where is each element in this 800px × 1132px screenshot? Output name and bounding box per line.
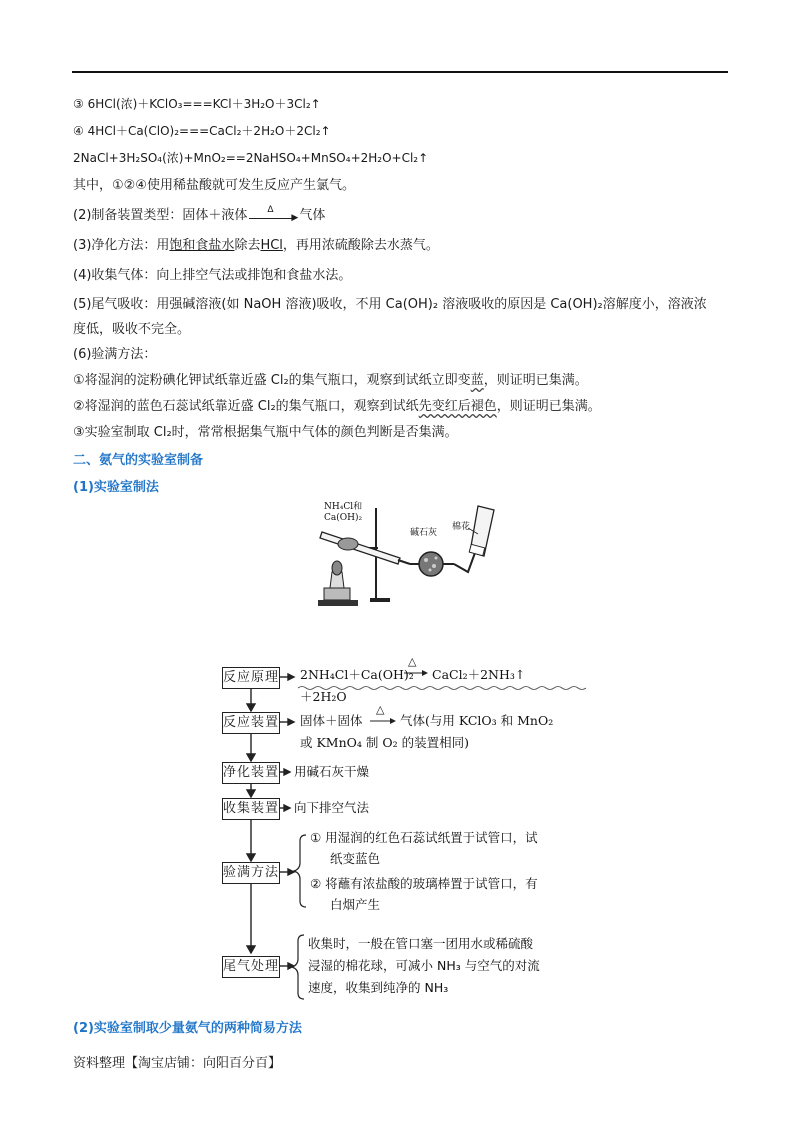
reagent-label-1: NH₄Cl和 — [324, 502, 363, 512]
device-right: 气体(与用 KClO₃ 和 MnO₂ — [400, 713, 554, 728]
tail-line-2: 度低，吸收不完全。 — [73, 322, 191, 337]
flow-box-purify: 净化装置 — [222, 762, 280, 784]
tail-text-2: 浸湿的棉花球，可减小 NH₃ 与空气的对流 — [308, 958, 540, 973]
heat-arrow-icon: Δ ▶ — [247, 206, 299, 226]
check-item-3: ③实验室制取 Cl₂时，常常根据集气瓶中气体的颜色判断是否集满。 — [73, 425, 458, 440]
equation-3: ③ 6HCl(浓)＋KClO₃===KCl＋3H₂O＋3Cl₂↑ — [73, 97, 321, 111]
purify-underlined-hcl: HCl — [260, 238, 283, 253]
flow-box-principle: 反应原理 — [222, 667, 280, 689]
ammonia-flowchart — [218, 655, 598, 1000]
check-item-2: ②将湿润的蓝色石蕊试纸靠近盛 Cl₂的集气瓶口，观察到试纸先变红后褪色，则证明已集满。 — [73, 399, 601, 414]
principle-line-2: ＋2H₂O — [300, 689, 347, 704]
flow-box-check: 验满方法 — [222, 862, 280, 884]
prep-device-line — [73, 206, 325, 226]
principle-left: 2NH₄Cl＋Ca(OH)₂ — [300, 667, 414, 682]
principle-condition: △ — [408, 655, 417, 668]
note-line: 其中，①②④使用稀盐酸就可发生反应产生氯气。 — [73, 178, 355, 193]
collect-text: 向下排空气法 — [294, 800, 370, 815]
flow-box-device: 反应装置 — [222, 712, 280, 734]
apparatus-figure — [318, 500, 496, 610]
footer-source: 资料整理【淘宝店铺：向阳百分百】 — [73, 1056, 282, 1071]
flow-box-tail: 尾气处理 — [222, 956, 280, 978]
check-text-2b: 白烟产生 — [330, 897, 381, 912]
principle-right: CaCl₂＋2NH₃↑ — [432, 667, 526, 682]
check-item-1: ①将湿润的淀粉碘化钾试纸靠近盛 Cl₂的集气瓶口，观察到试纸立即变蓝，则证明已集满。 — [73, 373, 588, 388]
check-text-1b: 纸变蓝色 — [330, 851, 381, 866]
flow-box-collect: 收集装置 — [222, 798, 280, 820]
tail-line-1: (5)尾气吸收：用强碱溶液(如 NaOH 溶液)吸收，不用 Ca(OH)₂ 溶液吸收的原因是 Ca(OH)₂溶解度小，溶液浓 — [73, 297, 707, 312]
check-heading: (6)验满方法： — [73, 347, 157, 362]
tail-text-3: 速度，收集到纯净的 NH₃ — [308, 980, 449, 995]
equation-5: 2NaCl+3H₂SO₄(浓)+MnO₂==2NaHSO₄+MnSO₄+2H₂O+Cl₂↑ — [73, 151, 429, 165]
header-rule — [72, 71, 728, 73]
prep-device-post: 气体 — [299, 208, 326, 223]
device-condition: △ — [376, 703, 385, 716]
device-left: 固体＋固体 — [300, 713, 363, 728]
device-line-2: 或 KMnO₄ 制 O₂ 的装置相同) — [300, 735, 469, 750]
check-text-2a: ② 将蘸有浓盐酸的玻璃棒置于试管口，有 — [310, 876, 538, 891]
subsection-lab-method: (1)实验室制法 — [73, 480, 159, 495]
tail-text-1: 收集时，一般在管口塞一团用水或稀硫酸 — [308, 936, 534, 951]
soda-lime-label: 碱石灰 — [410, 528, 438, 538]
purify-underlined-brine: 饱和食盐水 — [169, 238, 235, 253]
check-text-1a: ① 用湿润的红色石蕊试纸置于试管口，试 — [310, 830, 538, 845]
prep-device-pre: (2)制备装置类型：固体＋液体 — [73, 208, 248, 223]
equation-4: ④ 4HCl＋Ca(ClO)₂===CaCl₂＋2H₂O＋2Cl₂↑ — [73, 124, 331, 138]
subsection-simple-methods: (2)实验室制取少量氨气的两种简易方法 — [73, 1021, 302, 1036]
purify-text: 用碱石灰干燥 — [294, 764, 370, 779]
collect-line: (4)收集气体：向上排空气法或排饱和食盐水法。 — [73, 268, 352, 283]
cotton-label: 棉花 — [452, 522, 471, 532]
reagent-label-2: Ca(OH)₂ — [324, 513, 363, 523]
section-heading-ammonia: 二、氨气的实验室制备 — [73, 453, 204, 468]
purify-line: (3)净化方法：用饱和食盐水除去HCl，再用浓硫酸除去水蒸气。 — [73, 238, 439, 253]
